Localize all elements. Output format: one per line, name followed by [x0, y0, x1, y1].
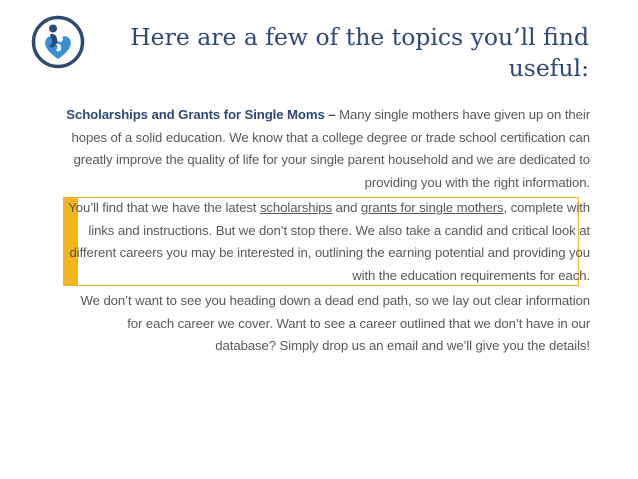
paragraph-careers [66, 290, 590, 358]
paragraph-text-after: , complete with links and instructions. But we don’t stop there. We also take a candid and critical look at different careers you may be interested in, outlining the earning potential and providing you with the education requirements for each. [69, 200, 590, 283]
slide-body [66, 104, 590, 358]
grants-for-single-mothers-link[interactable]: grants for single mothers [360, 200, 504, 215]
scholarships-link[interactable]: scholarships [259, 200, 333, 215]
paragraph-text-before: You’ll find that we have the latest [68, 200, 260, 215]
paragraph-text-middle: and [332, 200, 361, 215]
paragraph-scholarships [66, 104, 590, 194]
paragraph-text: Many single mothers have given up on their hopes of a solid education. We know that a college degree or trade school certification can greatly improve the quality of life for your single parent household and we are dedicated to providing you with the right information. [71, 107, 590, 190]
paragraph-text: We don’t want to see you heading down a dead end path, so we lay out clear information for each career we cover. Want to see a career outlined that we don’t have in our database? Simply drop us an email and we’ll give you the details! [80, 293, 590, 353]
slide-title: Here are a few of the topics you’ll find useful: [130, 23, 589, 82]
paragraph-resources [66, 197, 590, 287]
mother-child-heart-logo-icon [31, 15, 85, 69]
paragraph-lead: Scholarships and Grants for Single Moms – [66, 107, 340, 122]
